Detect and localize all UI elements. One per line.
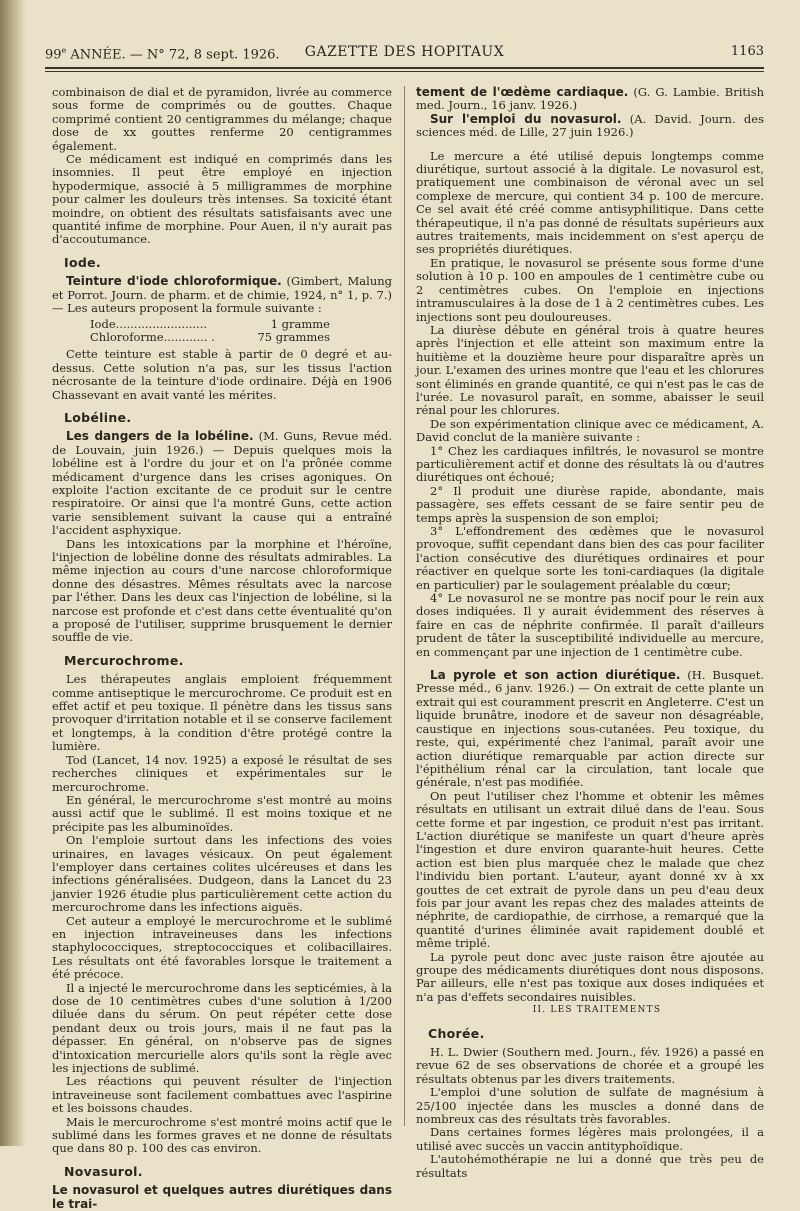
- paragraph: On l'emploie surtout dans les infections des voies urinaires, en lavages vésicaux. On peut également l'employer dans certaines colites ulcéreuses et dans les infections généralisées. Dudgeon, dans la Lancet du 23 janvier 1926 étudie plus particulièrement cette action du mercurochrome dans les infections aiguës.: [52, 833, 392, 915]
- column-separator: [404, 86, 405, 1126]
- list-item: 1° Chez les cardiaques infiltrés, le novasurol se montre particulièrement actif et donne des résultats là ou d'autres diurétiques ont échoué;: [416, 443, 764, 485]
- article-title: tement de l'œdème cardiaque.: [416, 85, 629, 99]
- paragraph: En pratique, le novasurol se présente sous forme d'une solution à 10 p. 100 en ampoules de 1 centimètre cube ou 2 centimètres cubes. On l'emploie en injections intramusculaires à la dose de 1 à 2 centimètres cubes. Les injections sont peu douloureuses.: [416, 255, 764, 324]
- article-title: Les dangers de la lobéline.: [66, 429, 254, 444]
- article-reference: (Gimbert, Malung et Porrot. Journ. de pharm. et de chimie, 1924, n° 1, p. 7.) — Les auteurs proposent la formule suivante :: [52, 274, 392, 316]
- article-novasurol: [52, 1184, 392, 1211]
- formula-quantity: 1 gramme: [270, 316, 330, 331]
- article-reference: (M. Guns, Revue méd. de Louvain, juin 1926.) — Depuis quelques mois la lobéline est à l'ordre du jour et on l'a prônée comme médicament d'urgence dans les crises agoniques. On exploite l'action excitante de ce produit sur le centre respiratoire. Or ainsi que l'a montré Guns, cette action varie sensiblement suivant la cause qui a entraîné l'accident asphyxique.: [52, 429, 392, 538]
- section-heading-choree: Chorée.: [428, 1025, 485, 1041]
- paragraph: La pyrole peut donc avec juste raison être ajoutée au groupe des médicaments diurétiques dont nous disposons. Par ailleurs, elle n'est pas toxique aux doses indiquées et n'a pas d'effets secondaires nuisibles.: [416, 949, 764, 1004]
- paragraph: Cette teinture est stable à partir de 0 degré et au-dessus. Cette solution n'a pas, sur les tissus l'action nécrosante de la teinture d'iode ordinaire. Déjà en 1906 Chassevant en avait vanté les mérites.: [52, 347, 392, 402]
- article-title: Teinture d'iode chloroformique.: [66, 274, 282, 289]
- article-title: Le novasurol et quelques autres diurétiques dans le trai-: [52, 1183, 392, 1211]
- right-column: [416, 86, 764, 1180]
- journal-title: GAZETTE DES HOPITAUX: [304, 44, 505, 60]
- list-item: 2° Il produit une diurèse rapide, abondante, mais passagère, ses effets cessant de se faire sentir peu de temps après la suspension de son emploi;: [416, 483, 764, 525]
- paragraph: On peut l'utiliser chez l'homme et obtenir les mêmes résultats en utilisant un extrait dilué dans de l'eau. Sous cette forme et par ingestion, ce produit n'est pas irritant. L'action diurétique se manifeste un quart d'heure après l'ingestion et dure environ quarante-huit heures. Cette action est bien plus marquée chez le malade que chez l'individu bien portant. L'auteur, ayant donné xv à xx gouttes de cet extrait de pyrole dans un peu d'eau deux fois par jour avant les repas chez des malades atteints de néphrite, de cardiopathie, de cirrhose, a remarqué que la quantité d'urines éliminée avait rapidement doublé et même triplé.: [416, 788, 764, 951]
- year-superscript: e: [61, 46, 67, 55]
- article-reference: (A. David. Journ. des sciences méd. de Lille, 27 juin 1926.): [416, 111, 764, 140]
- article-reference: (G. G. Lambie. British med. Journ., 16 janv. 1926.): [416, 85, 765, 113]
- paragraph: La diurèse débute en général trois à quatre heures après l'injection et elle atteint son maximum entre la huitième et la douzième heure pour disparaître après un jour. L'examen des urines montre que l'eau et les chlorures sont éliminés en grande quantité, ce qui n'est pas le cas de l'urée. Le novasurol paraît, en somme, abaisser le seuil rénal pour les chlorures.: [416, 322, 764, 418]
- running-header: [45, 42, 764, 66]
- article-lobeline: [52, 430, 392, 537]
- paragraph: Les thérapeutes anglais emploient fréquemment comme antiseptique le mercurochrome. Ce produit est en effet actif et peu toxique. Il pénètre dans les tissus sans provoquer d'irritation notable et il se conserve facilement et longtemps, à la condition d'être protégé contre la lumière.: [52, 672, 392, 754]
- page-number: 1163: [730, 44, 764, 59]
- page-binding-shadow: [0, 0, 26, 1146]
- paragraph: Ce médicament est indiqué en comprimés dans les insomnies. Il peut être employé en injection hypodermique, associé à 5 milligrammes de morphine pour calmer les douleurs très intenses. Sa toxicité étant moindre, on obtient des résultats satisfaisants avec une quantité infime de morphine. Pour Auen, il n'y aurait pas d'accoutumance.: [52, 152, 392, 247]
- paragraph: H. L. Dwier (Southern med. Journ., fév. 1926) a passé en revue 62 de ses observations de chorée et a groupé les résultats obtenus par les divers traitements.: [416, 1045, 764, 1086]
- header-rule-thin: [45, 71, 764, 72]
- article-title: La pyrole et son action diurétique.: [430, 668, 681, 683]
- article-pyrole: [416, 669, 764, 790]
- issue-date: ANNÉE. — N° 72, 8 sept. 1926.: [66, 47, 280, 63]
- formula-ingredient: Iode.........................: [90, 316, 208, 331]
- formula-ingredient: Chloroforme............ .: [90, 329, 215, 344]
- paragraph: Mais le mercurochrome s'est montré moins actif que le sublimé dans les formes graves et ne donne de résultats que dans 80 p. 100 des cas environ.: [52, 1114, 392, 1156]
- paragraph: Dans les intoxications par la morphine et l'héroïne, l'injection de lobéline donne des résultats admirables. La même injection au cours d'une narcose chloroformique donne des désastres. Mêmes résultats avec la narcose par l'éther. Dans les deux cas l'injection de lobéline, si la narcose est profonde et c'est dans cette éventualité qu'on a proposé de l'utiliser, supprime brusquement le dernier souffle de vie.: [52, 536, 392, 645]
- paragraph: Cet auteur a employé le mercurochrome et le sublimé en injection intraveineuses dans les infections staphylococciques, streptococciques et colibacillaires. Les résultats ont été favorables lorsque le traitement a été précoce.: [52, 913, 392, 982]
- section-heading-iode: Iode.: [64, 254, 101, 270]
- formula-row: [90, 318, 330, 331]
- paragraph: En général, le mercurochrome s'est montré au moins aussi actif que le sublimé. Il est moins toxique et ne précipite pas les albuminoïdes.: [52, 792, 392, 834]
- paragraph: L'emploi d'une solution de sulfate de magnésium à 25/100 injectée dans les muscles a donné dans de nombreux cas des résultats très favorables.: [416, 1085, 764, 1127]
- section-heading-novasurol: Novasurol.: [64, 1163, 143, 1179]
- paragraph: De son expérimentation clinique avec ce médicament, A. David conclut de la manière suivante :: [416, 416, 764, 445]
- part-heading: II. LES TRAITEMENTS: [532, 1005, 662, 1016]
- article-novasurol-emploi: [416, 113, 764, 140]
- paragraph: Tod (Lancet, 14 nov. 1925) a exposé le résultat de ses recherches cliniques et expérimentales sur le mercurochrome.: [52, 752, 392, 794]
- formula-row: [90, 331, 330, 344]
- paragraph: Les réactions qui peuvent résulter de l'injection intraveineuse sont facilement combattues avec l'aspirine et les boissons chaudes.: [52, 1074, 392, 1116]
- left-column: [52, 86, 392, 1211]
- year-number: 99: [45, 47, 62, 63]
- article-iode: [52, 275, 392, 315]
- list-item: 4° Le novasurol ne se montre pas nocif pour le rein aux doses indiquées. Il y aurait évidemment des réserves à faire en cas de néphrite confirmée. Il paraît d'ailleurs prudent de tâter la susceptibilité individuelle au mercure, en commençant par une injection de 1 centimètre cube.: [416, 591, 764, 659]
- list-item: 3° L'effondrement des œdèmes que le novasurol provoque, suffit cependant dans bien des cas pour faciliter l'action consécutive des diurétiques ordinaires et pour réactiver en quelque sorte les toni-cardiaques (la digitale en particulier) par le soulagement préalable du cœur;: [416, 524, 764, 592]
- section-heading-mercurochrome: Mercurochrome.: [64, 652, 184, 668]
- section-heading-lobeline: Lobéline.: [64, 409, 132, 425]
- paragraph: Il a injecté le mercurochrome dans les septicémies, à la dose de 10 centimètres cubes d'une solution à 1/200 diluée dans du sérum. On peut répéter cette dose pendant deux ou trois jours, mais il ne faut pas la dépasser. En général, on n'observe pas de signes d'intoxication mercurielle alors qu'ils sont la règle avec les injections de sublimé.: [52, 980, 392, 1076]
- article-continuation: [416, 86, 764, 113]
- paragraph: Le mercure a été utilisé depuis longtemps comme diurétique, surtout associé à la digitale. Le novasurol est, pratiquement une combinaison de véronal avec un sel complexe de mercure, qui contient 34 p. 100 de mercure. Ce sel avait été créé comme antisyphilitique. Dans cette thérapeutique, il n'a pas donné de résultats supérieurs aux autres traitements, mais incidemment on s'est aperçu de ses propriétés diurétiques.: [416, 148, 764, 257]
- header-rule-thick: [45, 67, 764, 69]
- article-title: Sur l'emploi du novasurol.: [430, 111, 622, 126]
- paragraph: Dans certaines formes légères mais prolongées, il a utilisé avec succès un vaccin antityphoïdique.: [416, 1125, 764, 1153]
- article-reference: (H. Busquet. Presse méd., 6 janv. 1926.) — On extrait de cette plante un extrait qui est couramment prescrit en Angleterre. C'est un liquide brunâtre, inodore et de saveur non désagréable, caustique en injections sous-cutanées. Peu toxique, du reste, qui, expérimenté chez l'animal, paraît avoir une action diurétique remarquable par action directe sur l'épithélium rénal car la circulation, tant locale que générale, n'est pas modifiée.: [416, 668, 765, 790]
- paragraph: L'autohémothérapie ne lui a donné que très peu de résultats: [416, 1152, 764, 1180]
- paragraph: combinaison de dial et de pyramidon, livrée au commerce sous forme de comprimés ou de gouttes. Chaque comprimé contient 20 centigrammes du mélange; chaque dose de xx gouttes renferme 20 centigrammes également.: [52, 85, 392, 153]
- formula: [90, 318, 330, 345]
- formula-quantity: 75 grammes: [257, 329, 330, 344]
